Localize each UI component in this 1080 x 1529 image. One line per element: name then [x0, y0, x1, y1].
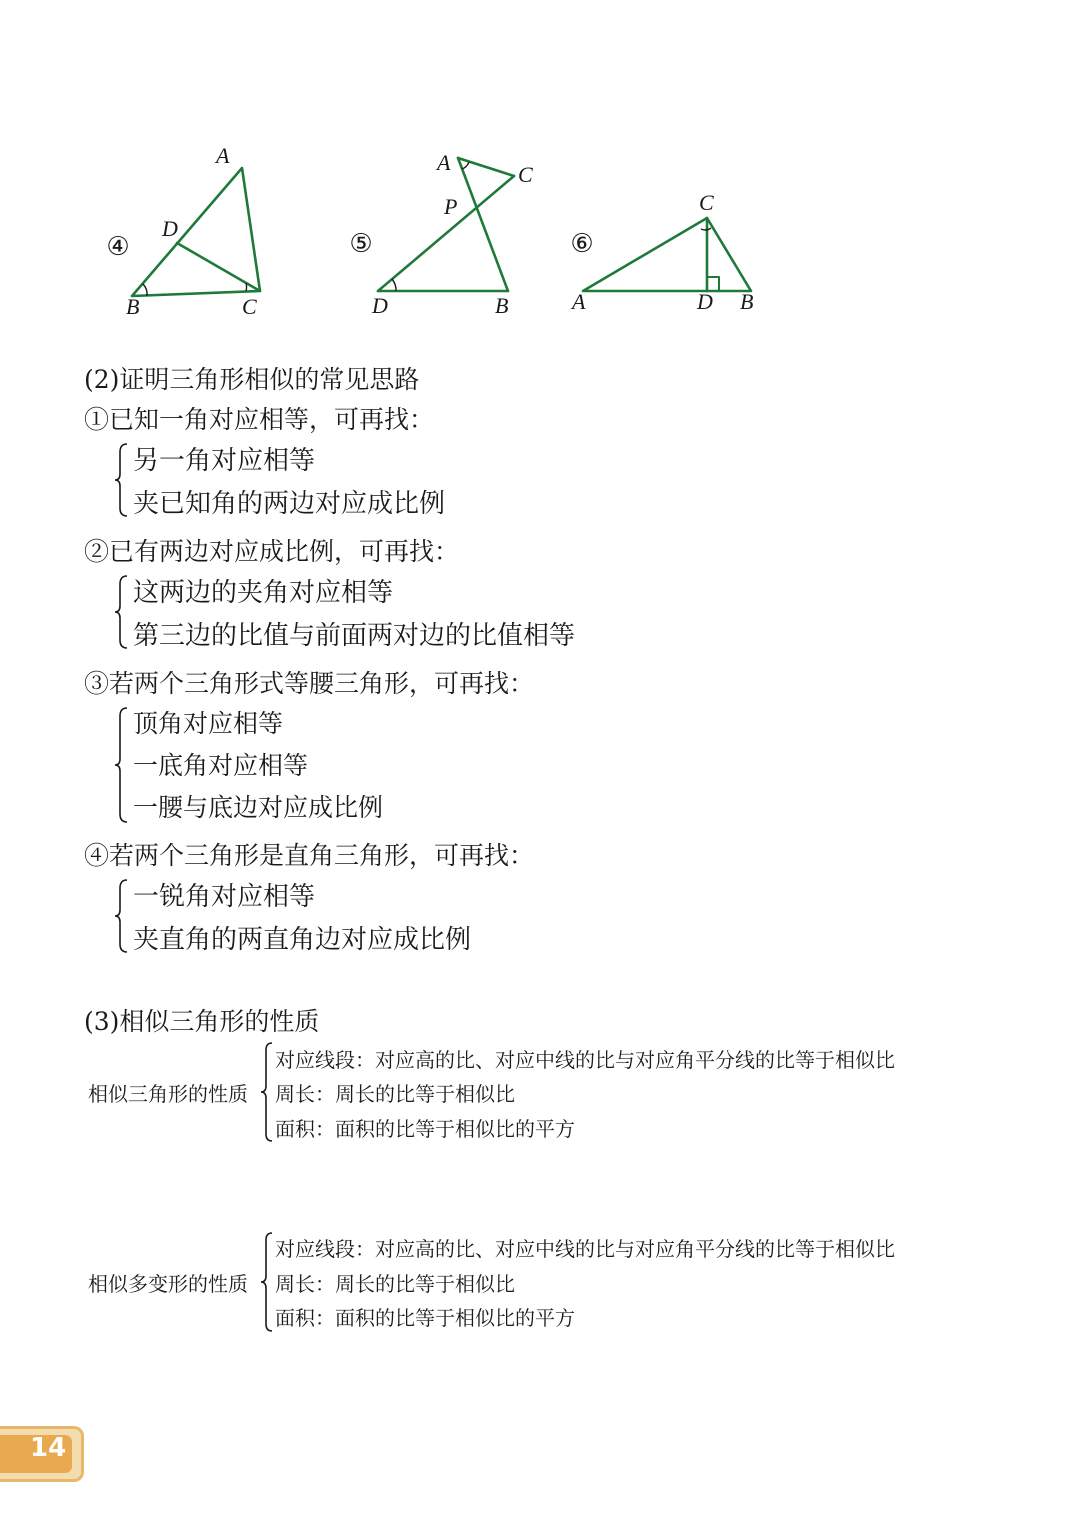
figure-6-label-c: C — [699, 190, 714, 215]
property-item: 周长：周长的比等于相似比 — [275, 1082, 515, 1106]
figure-6-label-a: A — [572, 289, 586, 314]
group-1-brace — [112, 440, 132, 520]
figure-4-label-d: D — [162, 216, 178, 241]
angle-mark-a5 — [462, 162, 469, 169]
figure-4-label-c: C — [242, 294, 257, 319]
figure-4-label-b: B — [126, 294, 140, 319]
figure-4-triangle — [132, 168, 260, 296]
section-3-title: (3)相似三角形的性质 — [84, 1007, 320, 1036]
property-item: 面积：面积的比等于相似比的平方 — [275, 1306, 575, 1330]
property-label: 相似多变形的性质 — [88, 1272, 248, 1296]
figure-4-number: ④ — [106, 232, 130, 262]
figure-6-right-triangle — [583, 218, 751, 291]
group-3-brace — [112, 704, 132, 826]
figure-5-label-a: A — [437, 150, 451, 175]
figure-4-label-a: A — [216, 143, 230, 168]
group-2-item: 这两边的夹角对应相等 — [133, 578, 394, 608]
section-2-title: (2)证明三角形相似的常见思路 — [84, 365, 420, 394]
property-brace — [258, 1040, 276, 1144]
figure-5-label-p: P — [444, 194, 458, 219]
figure-5-triangles — [378, 158, 514, 291]
group-2-lead: ②已有两边对应成比例，可再找： — [84, 537, 460, 566]
property-brace — [258, 1230, 276, 1334]
geometry-figures — [0, 0, 1080, 340]
group-2-item: 第三边的比值与前面两对边的比值相等 — [133, 621, 576, 651]
figure-6-label-d: D — [697, 289, 713, 314]
group-1-item: 夹已知角的两边对应成比例 — [133, 489, 446, 519]
figure-6-number: ⑥ — [570, 229, 594, 259]
figure-5-label-b: B — [495, 293, 509, 318]
figure-5-label-c: C — [518, 162, 533, 187]
figure-5-label-d: D — [372, 293, 388, 318]
property-item: 对应线段：对应高的比、对应中线的比与对应角平分线的比等于相似比 — [275, 1237, 895, 1261]
group-1-item: 另一角对应相等 — [133, 446, 316, 476]
group-3-item: 一腰与底边对应成比例 — [133, 793, 384, 822]
property-item: 面积：面积的比等于相似比的平方 — [275, 1117, 575, 1141]
angle-mark-c4 — [246, 283, 247, 291]
group-3-item: 顶角对应相等 — [133, 709, 284, 738]
page-number-badge — [0, 1426, 84, 1482]
group-4-lead: ④若两个三角形是直角三角形，可再找： — [84, 841, 535, 870]
property-item: 对应线段：对应高的比、对应中线的比与对应角平分线的比等于相似比 — [275, 1048, 895, 1072]
property-item: 周长：周长的比等于相似比 — [275, 1272, 515, 1296]
figure-6-label-b: B — [740, 289, 754, 314]
group-4-brace — [112, 876, 132, 956]
group-1-lead: ①已知一角对应相等，可再找： — [84, 405, 435, 434]
group-2-brace — [112, 572, 132, 652]
group-4-item: 夹直角的两直角边对应成比例 — [133, 925, 472, 955]
page-number: 14 — [30, 1433, 67, 1463]
property-label: 相似三角形的性质 — [88, 1082, 248, 1106]
figure-5-number: ⑤ — [349, 229, 373, 259]
group-3-item: 一底角对应相等 — [133, 751, 309, 780]
angle-mark-d5 — [392, 279, 396, 291]
group-4-item: 一锐角对应相等 — [133, 882, 316, 912]
group-3-lead: ③若两个三角形式等腰三角形，可再找： — [84, 669, 535, 698]
